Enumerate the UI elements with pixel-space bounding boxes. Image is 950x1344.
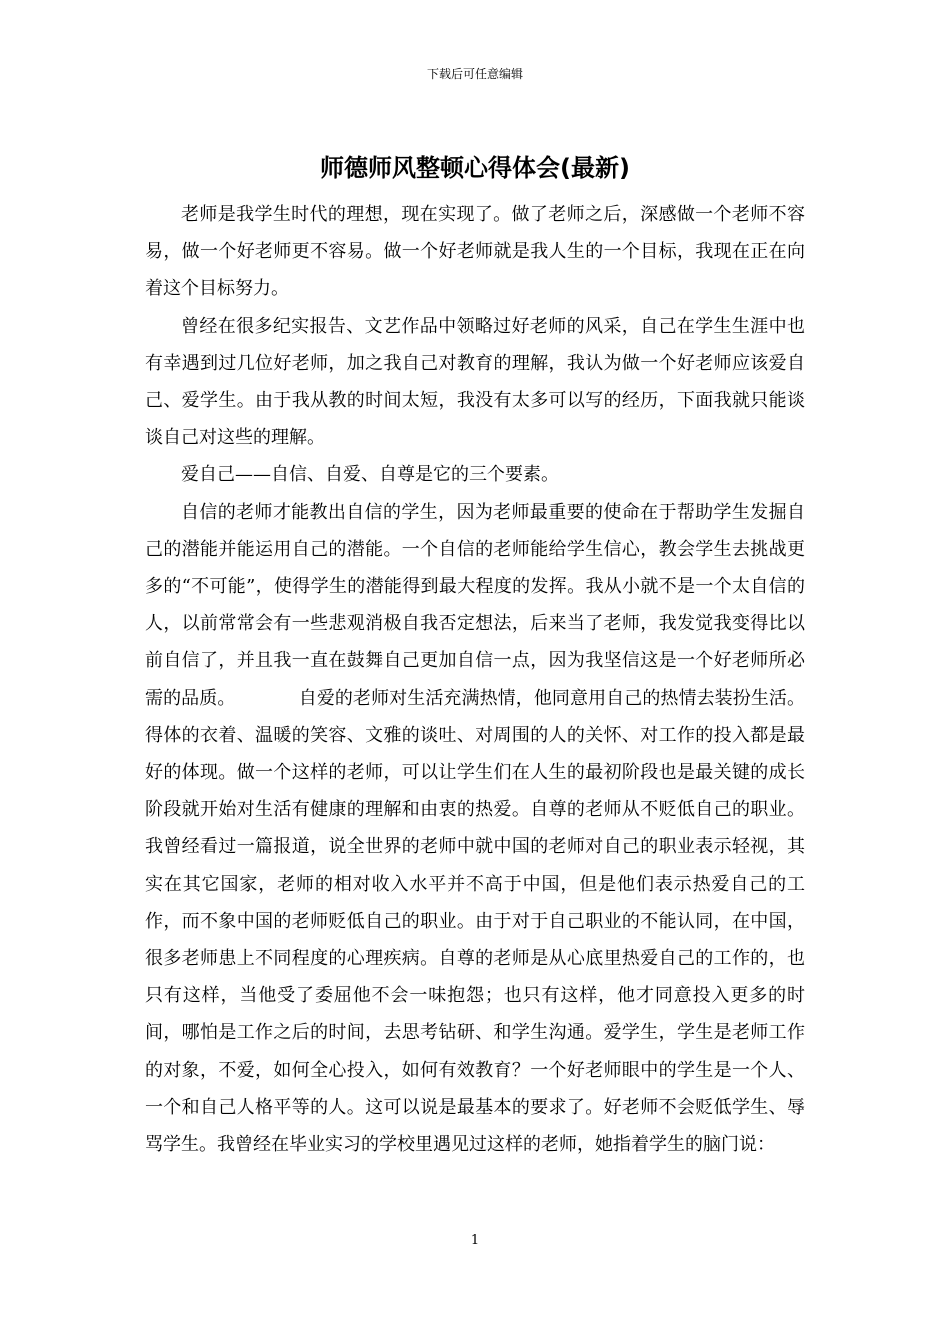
page-number: 1	[470, 1233, 480, 1248]
document-body	[145, 196, 805, 1163]
header-note: 下载后可任意编辑	[426, 67, 523, 81]
paragraph: 老师是我学生时代的理想，现在实现了。做了老师之后，深感做一个老师不容易，做一个好老师更不容易。做一个好老师就是我人生的一个目标，我现在正在向着这个目标努力。	[145, 204, 805, 300]
paragraph: 曾经在很多纪实报告、文艺作品中领略过好老师的风采，自己在学生生涯中也有幸遇到过几位好老师，加之我自己对教育的理解，我认为做一个好老师应该爱自己、爱学生。由于我从教的时间太短，我没有太多可以写的经历，下面我就只能谈谈自己对这些的理解。	[145, 315, 805, 449]
document-title: 师德师风整顿心得体会(最新)	[320, 154, 630, 182]
paragraph: 自信的老师才能教出自信的学生，因为老师最重要的使命在于帮助学生发掘自己的潜能并能运用自己的潜能。一个自信的老师能给学生信心，教会学生去挑战更多的“不可能”，使得学生的潜能得到最大程度的发挥。我从小就不是一个太自信的人，以前常常会有一些悲观消极自我否定想法，后来当了老师，我发觉我变得比以前自信了，并且我一直在鼓舞自己更加自信一点，因为我坚信这是一个好老师所必需的品质。 自爱的老师对生活充满热情，他同意用自己的热情去装扮生活。得体的衣着、温暖的笑容、文雅的谈吐、对周围的人的关怀、对工作的投入都是最好的体现。做一个这样的老师，可以让学生们在人生的最初阶段也是最关键的成长阶段就开始对生活有健康的理解和由衷的热爱。自尊的老师从不贬低自己的职业。我曾经看过一篇报道，说全世界的老师中就中国的老师对自己的职业表示轻视，其实在其它国家，老师的相对收入水平并不高于中国，但是他们表示热爱自己的工作，而不象中国的老师贬低自己的职业。由于对于自己职业的不能认同，在中国，很多老师患上不同程度的心理疾病。自尊的老师是从心底里热爱自己的工作的，也只有这样，当他受了委屈他不会一味抱怨；也只有这样，他才同意投入更多的时间，哪怕是工作之后的时间，去思考钻研、和学生沟通。爱学生，学生是老师工作的对象，不爱，如何全心投入，如何有效教育？一个好老师眼中的学生是一个人、一个和自己人格平等的人。这可以说是最基本的要求了。好老师不会贬低学生、辱骂学生。我曾经在毕业实习的学校里遇见过这样的老师，她指着学生的脑门说：	[145, 501, 805, 1156]
paragraph: 爱自己——自信、自爱、自尊是它的三个要素。	[181, 464, 559, 486]
